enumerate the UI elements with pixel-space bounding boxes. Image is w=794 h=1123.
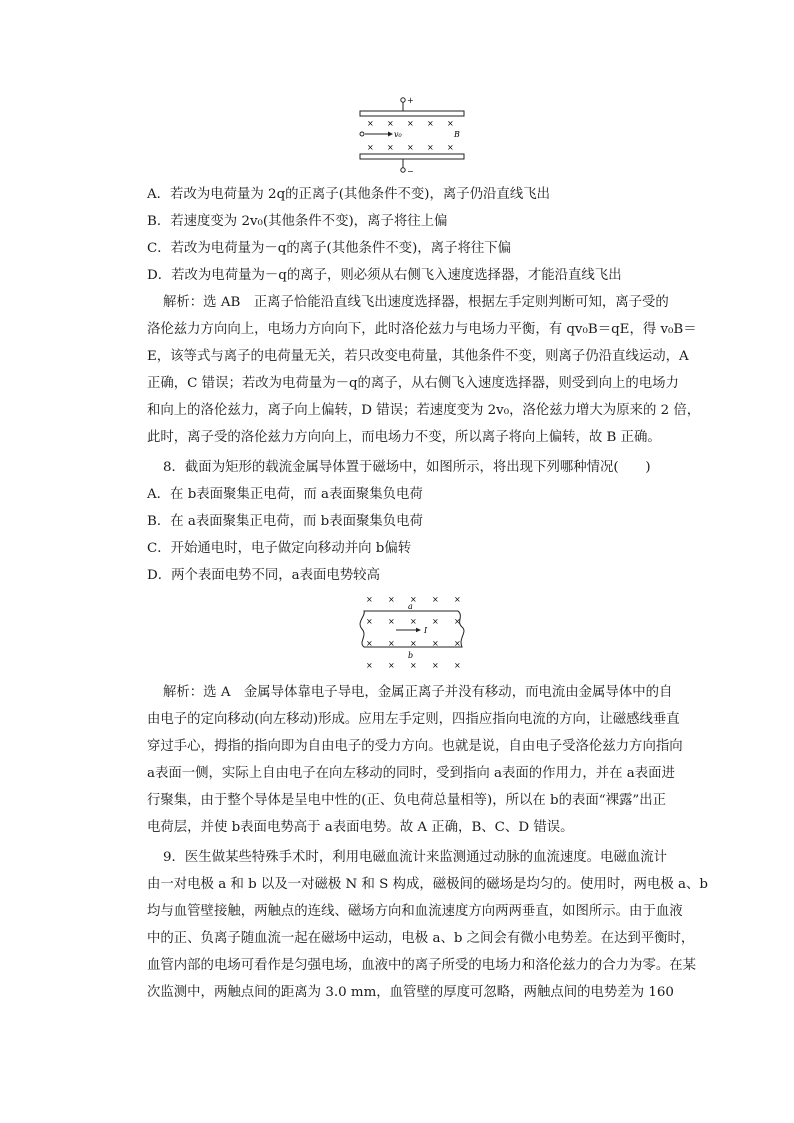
q9-text-line: 均与血管壁接触，两触点的连线、磁场方向和血流速度方向两两垂直，如图所示。由于血液 <box>147 904 683 919</box>
svg-text:×: × <box>432 617 439 626</box>
q8-option-d: D．两个表面电势不同，a表面电势较高 <box>147 568 380 583</box>
q8-analysis-line: a表面一侧，实际上自由电子在向左移动的同时，受到指向 a表面的作用力，并在 a表面进 <box>147 766 675 781</box>
svg-text:×: × <box>407 143 414 152</box>
q9-text-line: 中的正、负离子随血流一起在磁场中运动，电极 a、b 之间会有微小电势差。在达到平衡时， <box>147 931 695 946</box>
svg-text:×: × <box>388 617 395 626</box>
svg-text:×: × <box>388 661 395 670</box>
q7-analysis-line: 洛伦兹力方向向上，电场力方向向下，此时洛伦兹力与电场力平衡，有 qv₀B＝qE，得 v₀B＝ <box>147 322 697 337</box>
q8-analysis-line: 解析：选 A 金属导体靠电子导电，金属正离子并没有移动，而电流由金属导体中的自 <box>163 685 673 700</box>
q7-analysis-line: 此时，离子受的洛伦兹力方向向上，而电场力不变，所以离子将向上偏转，故 B 正确。 <box>147 430 661 445</box>
svg-text:×: × <box>427 143 434 152</box>
plus-label: + <box>407 96 414 105</box>
svg-text:×: × <box>366 617 373 626</box>
q7-analysis-line: 解析：选 AB 正离子恰能沿直线飞出速度选择器，根据左手定则判断可知，离子受的 <box>163 295 669 310</box>
svg-text:×: × <box>410 661 417 670</box>
q8-option-b: B．在 a表面聚集正电荷，而 b表面聚集负电荷 <box>147 514 423 529</box>
q8-stem: 8．截面为矩形的载流金属导体置于磁场中，如图所示，将出现下列哪种情况( ) <box>163 460 651 475</box>
svg-text:×: × <box>366 595 373 604</box>
v0-label: v₀ <box>394 130 402 139</box>
svg-text:×: × <box>388 639 395 648</box>
q9-text-line: 血管内部的电场可看作是匀强电场，血液中的离子所受的电场力和洛伦兹力的合力为零。在某 <box>147 958 697 973</box>
q8-analysis-line: 穿过手心，拇指的指向即为自由电子的受力方向。也就是说，自由电子受洛伦兹力方向指向 <box>147 739 683 754</box>
svg-text:×: × <box>454 661 461 670</box>
svg-text:×: × <box>432 639 439 648</box>
q8-analysis-line: 由电子的定向移动(向左移动)形成。应用左手定则，四指应指向电流的方向，让磁感线垂直 <box>147 712 680 727</box>
svg-text:×: × <box>410 639 417 648</box>
q9-text-line: 由一对电极 a 和 b 以及一对磁极 N 和 S 构成，磁极间的磁场是均匀的。使用时，两电极 a、b <box>147 877 708 892</box>
svg-text:×: × <box>447 143 454 152</box>
q8-analysis-line: 电荷层，并使 b表面电势高于 a表面电势。故 A 正确，B、C、D 错误。 <box>147 820 574 835</box>
q9-text-line: 9．医生做某些特殊手术时，利用电磁血流计来监测通过动脉的血流速度。电磁血流计 <box>163 850 667 865</box>
svg-text:×: × <box>387 119 394 128</box>
svg-text:×: × <box>454 595 461 604</box>
svg-text:×: × <box>447 119 454 128</box>
q7-analysis-line: 和向上的洛伦兹力，离子向上偏转，D 错误；若速度变为 2v₀，洛伦兹力增大为原来的 2 倍， <box>147 403 701 418</box>
svg-text:×: × <box>367 119 374 128</box>
minus-label: − <box>407 167 414 176</box>
svg-text:×: × <box>454 617 461 626</box>
surface-a-label: a <box>408 602 413 611</box>
q7-option-c: C．若改为电荷量为－q的离子(其他条件不变)，离子将往下偏 <box>147 241 512 256</box>
svg-text:×: × <box>410 617 417 626</box>
svg-text:×: × <box>427 119 434 128</box>
q8-option-c: C．开始通电时，电子做定向移动并向 b偏转 <box>147 541 412 556</box>
q7-analysis-line: 正确，C 错误；若改为电荷量为－q的离子，从右侧飞入速度选择器，则受到向上的电场力 <box>147 376 679 391</box>
field-crosses <box>366 595 461 670</box>
q7-option-b: B．若速度变为 2v₀(其他条件不变)，离子将往上偏 <box>147 214 448 229</box>
field-crosses-bottom <box>367 143 454 152</box>
svg-text:×: × <box>432 661 439 670</box>
svg-text:×: × <box>454 639 461 648</box>
q7-option-a: A．若改为电荷量为 2q的正离子(其他条件不变)，离子仍沿直线飞出 <box>147 187 551 202</box>
svg-text:×: × <box>367 143 374 152</box>
svg-text:×: × <box>366 661 373 670</box>
velocity-selector-figure <box>340 94 470 178</box>
svg-text:×: × <box>410 595 417 604</box>
q8-analysis-line: 行聚集，由于整个导体是呈电中性的(正、负电荷总量相等)，所以在 b的表面“裸露”出正 <box>147 793 667 808</box>
q7-analysis-line: E，该等式与离子的电荷量无关，若只改变电荷量，其他条件不变，则离子仍沿直线运动，A <box>147 349 689 364</box>
current-label: I <box>424 626 428 635</box>
q9-text-line: 次监测中，两触点间的距离为 3.0 mm，血管壁的厚度可忽略，两触点间的电势差为 160 <box>147 985 674 1000</box>
surface-b-label: b <box>408 651 414 660</box>
field-crosses-top <box>367 119 454 128</box>
q8-option-a: A．在 b表面聚集正电荷，而 a表面聚集负电荷 <box>147 487 423 502</box>
svg-text:×: × <box>388 595 395 604</box>
b-field-label: B <box>454 130 460 139</box>
svg-text:×: × <box>366 639 373 648</box>
svg-text:×: × <box>432 595 439 604</box>
q7-option-d: D．若改为电荷量为－q的离子，则必须从右侧飞入速度选择器，才能沿直线飞出 <box>147 268 622 283</box>
conductor-figure <box>352 592 472 672</box>
svg-text:×: × <box>407 119 414 128</box>
svg-text:×: × <box>387 143 394 152</box>
